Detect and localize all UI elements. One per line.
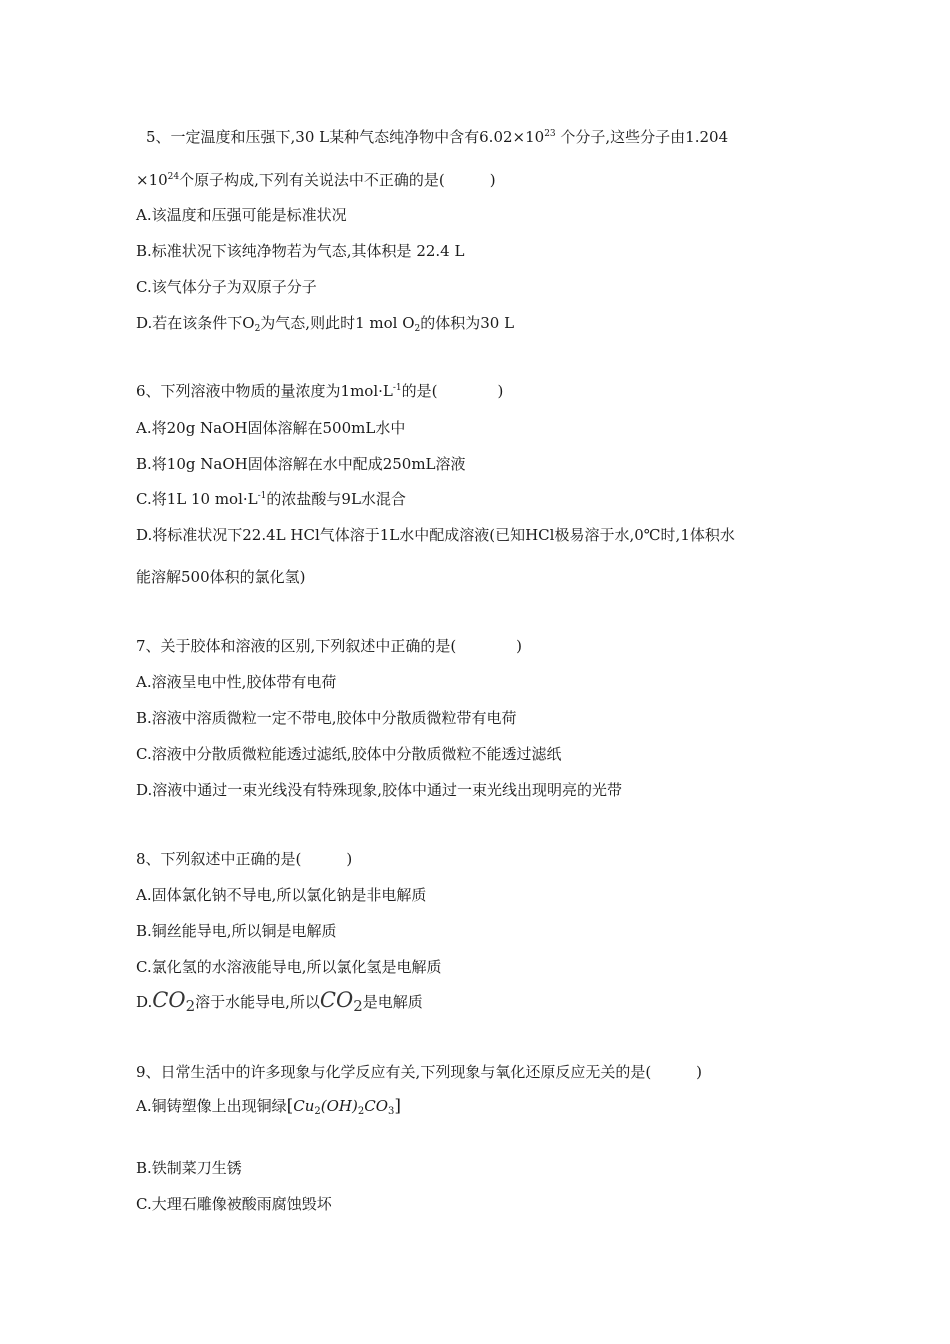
q8-stem: 8、下列叙述中正确的是( )	[136, 850, 353, 868]
q5-option-d-text-3: 的体积为30 L	[420, 314, 515, 332]
q8-option-b: B.铜丝能导电,所以铜是电解质	[136, 922, 337, 940]
q6-option-d-line1: D.将标准状况下22.4L HCl气体溶于1L水中配成溶液(已知HCl极易溶于水,0℃时,1体积水	[136, 526, 735, 544]
q6-stem-text: 6、下列溶液中物质的量浓度为1mol·L	[136, 382, 393, 400]
q6-exponent: -1	[392, 383, 402, 393]
q5-stem-text-2: 个分子,这些分子由1.204	[555, 128, 729, 146]
q9-formula-co-sub: 3	[388, 1106, 395, 1117]
q9-formula-oh: (OH)	[320, 1097, 358, 1115]
q9-option-a	[136, 1096, 401, 1122]
q5-option-d-sub-2: 2	[414, 324, 421, 334]
q8-option-d-text-2: 是电解质	[362, 993, 423, 1011]
q8-co2-sub-2: 2	[353, 997, 363, 1015]
q9-option-a-text: A.铜铸塑像上出现铜绿	[136, 1097, 287, 1115]
q8-option-d	[136, 990, 423, 1016]
q9-formula-cu-sub: 2	[314, 1106, 321, 1117]
q8-co2-main-2: CO	[319, 988, 354, 1012]
q9-bracket-open: [	[286, 1096, 294, 1116]
q5-option-d	[136, 313, 514, 333]
q9-formula-cu: Cu	[293, 1097, 315, 1115]
q8-co2-main: CO	[152, 988, 186, 1012]
q9-stem: 9、日常生活中的许多现象与化学反应有关,下列现象与氧化还原反应无关的是( )	[136, 1063, 703, 1081]
q5-option-d-text: D.若在该条件下O	[136, 314, 255, 332]
q8-co2-sub: 2	[185, 997, 196, 1015]
q5-stem-text-4: 个原子构成,下列有关说法中不正确的是( )	[179, 171, 496, 189]
q9-option-b: B.铁制菜刀生锈	[136, 1159, 242, 1177]
q6-option-c-exponent: -1	[257, 491, 267, 501]
q6-stem-text-2: 的是( )	[401, 382, 504, 400]
q5-stem-line1	[146, 127, 728, 147]
q8-co2-formula-2	[319, 988, 363, 1015]
q5-option-c: C.该气体分子为双原子分子	[136, 278, 317, 296]
q9-formula-oh-sub: 2	[357, 1106, 365, 1117]
q5-option-b: B.标准状况下该纯净物若为气态,其体积是 22.4 L	[136, 242, 465, 260]
q5-option-a: A.该温度和压强可能是标准状况	[136, 206, 347, 224]
q9-formula-co: CO	[364, 1097, 389, 1115]
q5-option-d-text-2: 为气态,则此时1 mol O	[260, 314, 415, 332]
q8-option-d-label: D.	[136, 993, 153, 1011]
q7-option-d: D.溶液中通过一束光线没有特殊现象,胶体中通过一束光线出现明亮的光带	[136, 781, 623, 799]
q7-option-c: C.溶液中分散质微粒能透过滤纸,胶体中分散质微粒不能透过滤纸	[136, 745, 562, 763]
q5-exponent-23: 23	[544, 129, 556, 139]
q9-bracket-close: ]	[394, 1096, 402, 1116]
q9-option-c: C.大理石雕像被酸雨腐蚀毁坏	[136, 1195, 332, 1213]
q8-option-c: C.氯化氢的水溶液能导电,所以氯化氢是电解质	[136, 958, 442, 976]
q8-co2-formula	[152, 988, 196, 1015]
q6-option-d-line2: 能溶解500体积的氯化氢)	[136, 568, 306, 586]
q5-stem-line2	[136, 170, 496, 190]
q7-option-b: B.溶液中溶质微粒一定不带电,胶体中分散质微粒带有电荷	[136, 709, 517, 727]
q6-option-c	[136, 489, 406, 509]
q5-stem-text: 5、一定温度和压强下,30 L某种气态纯净物中含有6.02×10	[146, 128, 545, 146]
q8-option-a: A.固体氯化钠不导电,所以氯化钠是非电解质	[136, 886, 427, 904]
q6-stem	[136, 381, 503, 401]
q6-option-b: B.将10g NaOH固体溶解在水中配成250mL溶液	[136, 455, 466, 473]
q7-option-a: A.溶液呈电中性,胶体带有电荷	[136, 673, 337, 691]
q6-option-c-text: C.将1L 10 mol·L	[136, 490, 258, 508]
q7-stem: 7、关于胶体和溶液的区别,下列叙述中正确的是( )	[136, 637, 523, 655]
q8-option-d-text: 溶于水能导电,所以	[195, 993, 320, 1011]
q6-option-c-text-2: 的浓盐酸与9L水混合	[266, 490, 406, 508]
q5-option-d-sub: 2	[254, 324, 261, 334]
q6-option-a: A.将20g NaOH固体溶解在500mL水中	[136, 419, 406, 437]
q5-exponent-24: 24	[167, 172, 180, 182]
q5-stem-text-3: ×10	[136, 171, 168, 189]
q9-malachite-formula	[287, 1097, 401, 1115]
